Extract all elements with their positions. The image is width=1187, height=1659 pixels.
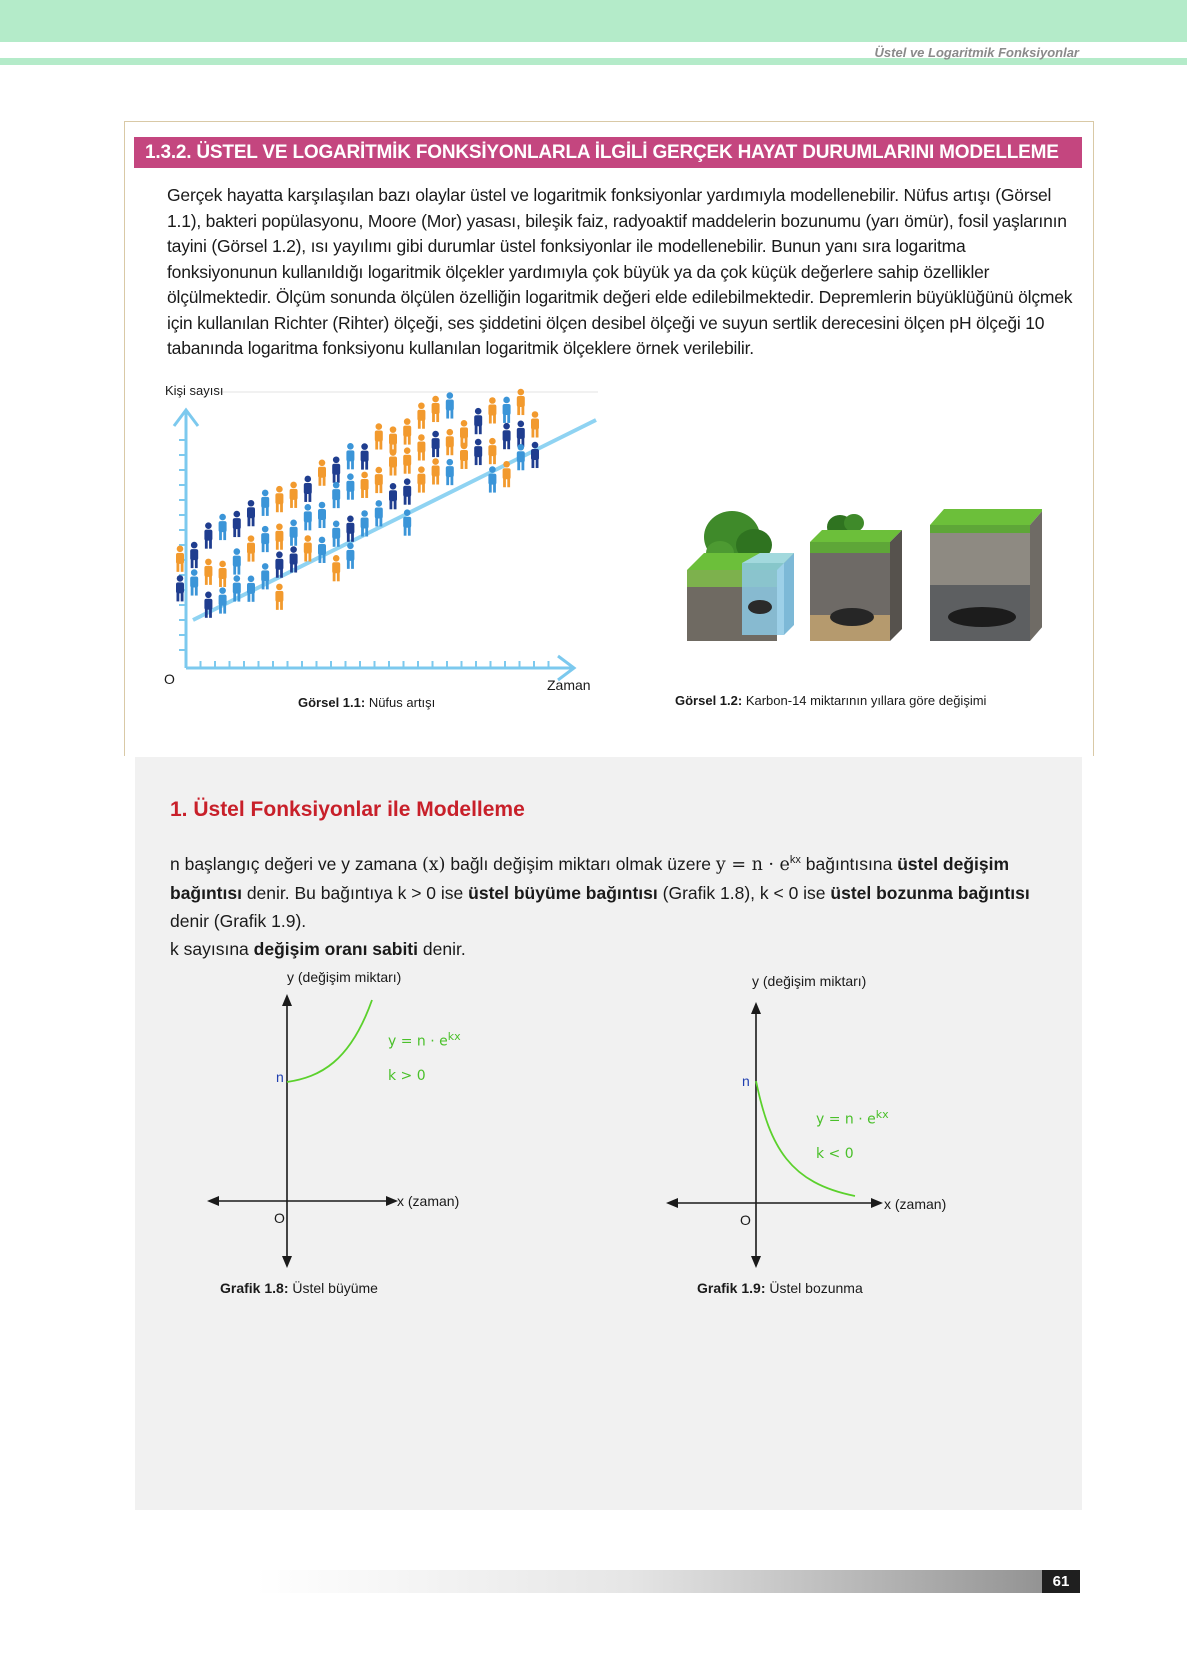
figure1-caption-text: Nüfus artışı xyxy=(365,695,436,710)
modeling-paragraph xyxy=(170,846,1070,963)
person-icon xyxy=(247,576,255,602)
person-icon xyxy=(332,456,340,482)
person-icon xyxy=(432,458,440,484)
person-icon xyxy=(503,397,511,423)
person-icon xyxy=(332,521,340,547)
top-color-band xyxy=(0,0,1187,42)
person-icon xyxy=(432,396,440,422)
graph18-caption-label: Grafik 1.8: xyxy=(220,1280,289,1296)
figure2-caption xyxy=(675,693,986,708)
p1-e: (Grafik 1.8), k < 0 ise xyxy=(657,882,831,903)
person-icon xyxy=(389,449,397,475)
person-icon xyxy=(361,443,369,469)
person-icon xyxy=(290,482,298,508)
person-icon xyxy=(375,500,383,526)
person-icon xyxy=(375,423,383,449)
intro-paragraph: Gerçek hayatta karşılaşılan bazı olaylar üstel ve logaritmik fonksiyonlar yardımıyla modellenebilir. Nüfus artışı (Görsel 1.1), bakteri popülasyonu, Moore (Mor) yasası, bileşik faiz, radyoaktif maddelerin bozunumu (yarı ömür), fosil yaşlarının tayini (Görsel 1.2), ısı yayılımı gibi durumlar üstel fonksiyonlar ile modellenebilir. Bunun yanı sıra logaritma fonksiyonunun kullanıldığı logaritmik ölçekler yardımıyla çok büyük ya da çok küçük değerlere sahip özellikler ölçülmektedir. Ölçüm sonunda ölçülen özelliğin logaritmik değeri elde edilebilmektedir. Depremlerin büyüklüğünü ölçmek için kullanılan Richter (Rihter) ölçeği, ses şiddetini ölçen desibel ölçeği ve suyun sertlik derecesini ölçen pH ölçeği 10 tabanında logaritma fonksiyonu kullanılan logaritmik ölçeklere örnek verilebilir. xyxy=(167,185,1073,358)
person-icon xyxy=(403,447,411,473)
p1-d: denir. Bu bağıntıya k > 0 ise xyxy=(241,882,469,903)
figure1-caption xyxy=(298,695,435,710)
p1-bold1: üstel değişim bağıntısı xyxy=(170,853,1010,903)
person-icon xyxy=(417,434,425,460)
person-icon xyxy=(375,467,383,493)
modeling-title: 1. Üstel Fonksiyonlar ile Modelleme xyxy=(170,798,525,821)
person-icon xyxy=(190,569,198,595)
person-icon xyxy=(318,502,326,528)
person-icon xyxy=(219,587,227,613)
graph19-condition: k < 0 xyxy=(816,1146,854,1162)
p2-bold: değişim oranı sabiti xyxy=(253,938,419,959)
person-icon xyxy=(517,444,525,470)
graph18-y-label: y (değişim miktarı) xyxy=(287,969,402,985)
soil-block-1 xyxy=(687,511,794,641)
person-icon xyxy=(346,516,354,542)
p1-formula-exp: kx xyxy=(789,854,801,866)
soil-block-3 xyxy=(930,509,1042,641)
p1-bold3: üstel bozunma bağıntısı xyxy=(830,882,1030,903)
person-icon xyxy=(488,466,496,492)
graph19-caption-text: Üstel bozunma xyxy=(765,1280,863,1296)
section-title: 1.3.2. ÜSTEL VE LOGARİTMİK FONKSİYONLARLA İLGİLİ GERÇEK HAYAT DURUMLARINI MODELLEME xyxy=(134,137,1082,168)
p1-a: n başlangıç değeri ve y zamana xyxy=(170,853,422,874)
p1-c: bağıntısına xyxy=(800,853,898,874)
person-icon xyxy=(346,443,354,469)
person-icon xyxy=(531,442,539,468)
graph18-formula-exp: kx xyxy=(447,1030,461,1043)
graph-decay xyxy=(665,998,890,1268)
person-icon xyxy=(403,478,411,504)
person-icon xyxy=(346,543,354,569)
person-icon xyxy=(389,483,397,509)
graph19-caption xyxy=(697,1280,863,1296)
person-icon xyxy=(275,551,283,577)
person-icon xyxy=(176,575,184,601)
person-icon xyxy=(346,473,354,499)
person-icon xyxy=(219,561,227,587)
person-icon xyxy=(261,490,269,516)
fig1-x-axis-label: Zaman xyxy=(547,677,591,693)
population-growth-figure xyxy=(158,380,598,690)
carbon14-figure xyxy=(682,495,1042,645)
graph-growth xyxy=(205,990,405,1270)
person-icon xyxy=(332,555,340,581)
footer-gradient-bar xyxy=(255,1570,1080,1593)
person-icon xyxy=(275,486,283,512)
person-icon xyxy=(361,510,369,536)
figure2-caption-label: Görsel 1.2: xyxy=(675,693,743,708)
person-icon xyxy=(275,584,283,610)
person-icon xyxy=(446,392,454,418)
graph19-n-label: n xyxy=(742,1073,750,1089)
graph19-x-label: x (zaman) xyxy=(884,1196,947,1212)
person-icon xyxy=(488,438,496,464)
person-icon xyxy=(190,542,198,568)
person-icon xyxy=(531,411,539,437)
person-icon xyxy=(503,423,511,449)
person-icon xyxy=(261,526,269,552)
page-number: 61 xyxy=(1042,1570,1080,1593)
p2-a: k sayısına xyxy=(170,938,254,959)
graph18-x-label: x (zaman) xyxy=(397,1193,460,1209)
person-icon xyxy=(488,397,496,423)
person-icon xyxy=(361,472,369,498)
p1-b: bağlı değişim miktarı olmak üzere xyxy=(445,853,716,874)
person-icon xyxy=(446,459,454,485)
person-icon xyxy=(474,408,482,434)
person-icon xyxy=(318,537,326,563)
graph18-n-label: n xyxy=(276,1069,284,1085)
person-icon xyxy=(176,546,184,572)
person-icon xyxy=(304,476,312,502)
person-icon xyxy=(233,511,241,537)
graph19-formula-base: y = n · e xyxy=(816,1111,876,1128)
fig1-y-axis-label: Kişi sayısı xyxy=(165,383,224,398)
running-head: Üstel ve Logaritmik Fonksiyonlar xyxy=(874,45,1079,60)
person-icon xyxy=(204,522,212,548)
person-icon xyxy=(517,421,525,447)
p1-x: (x) xyxy=(421,854,446,875)
person-icon xyxy=(432,431,440,457)
graph18-formula xyxy=(388,1030,461,1050)
soil-block-2 xyxy=(810,514,902,641)
graph18-caption xyxy=(220,1280,378,1296)
person-icon xyxy=(233,548,241,574)
person-icon xyxy=(219,514,227,540)
p1-bold2: üstel büyüme bağıntısı xyxy=(468,882,658,903)
person-icon xyxy=(247,535,255,561)
person-icon xyxy=(204,559,212,585)
graph19-origin: O xyxy=(740,1212,751,1228)
person-icon xyxy=(247,500,255,526)
person-icon xyxy=(460,443,468,469)
person-icon xyxy=(503,461,511,487)
person-icon xyxy=(417,402,425,428)
people-icons xyxy=(176,389,539,618)
fig1-origin: O xyxy=(164,671,175,687)
p1-formula-base: y = n · e xyxy=(715,854,790,875)
graph19-formula xyxy=(816,1108,889,1128)
person-icon xyxy=(403,418,411,444)
graph19-formula-exp: kx xyxy=(875,1108,889,1121)
graph19-caption-label: Grafik 1.9: xyxy=(697,1280,766,1296)
person-icon xyxy=(403,509,411,535)
graph18-condition: k > 0 xyxy=(388,1068,426,1084)
person-icon xyxy=(389,426,397,452)
graph18-formula-base: y = n · e xyxy=(388,1033,448,1050)
person-icon xyxy=(290,519,298,545)
figure2-caption-text: Karbon-14 miktarının yıllara göre değişimi xyxy=(742,693,987,708)
figure1-caption-label: Görsel 1.1: xyxy=(298,695,366,710)
person-icon xyxy=(517,389,525,415)
person-icon xyxy=(304,504,312,530)
graph18-caption-text: Üstel büyüme xyxy=(288,1280,378,1296)
person-icon xyxy=(275,523,283,549)
person-icon xyxy=(460,420,468,446)
person-icon xyxy=(318,459,326,485)
person-icon xyxy=(417,466,425,492)
graph18-origin: O xyxy=(274,1210,285,1226)
person-icon xyxy=(474,439,482,465)
person-icon xyxy=(304,535,312,561)
person-icon xyxy=(446,429,454,455)
person-icon xyxy=(332,482,340,508)
graph19-y-label: y (değişim miktarı) xyxy=(752,973,867,989)
p2-b: denir. xyxy=(418,938,466,959)
p1-f: denir (Grafik 1.9). xyxy=(170,910,307,931)
